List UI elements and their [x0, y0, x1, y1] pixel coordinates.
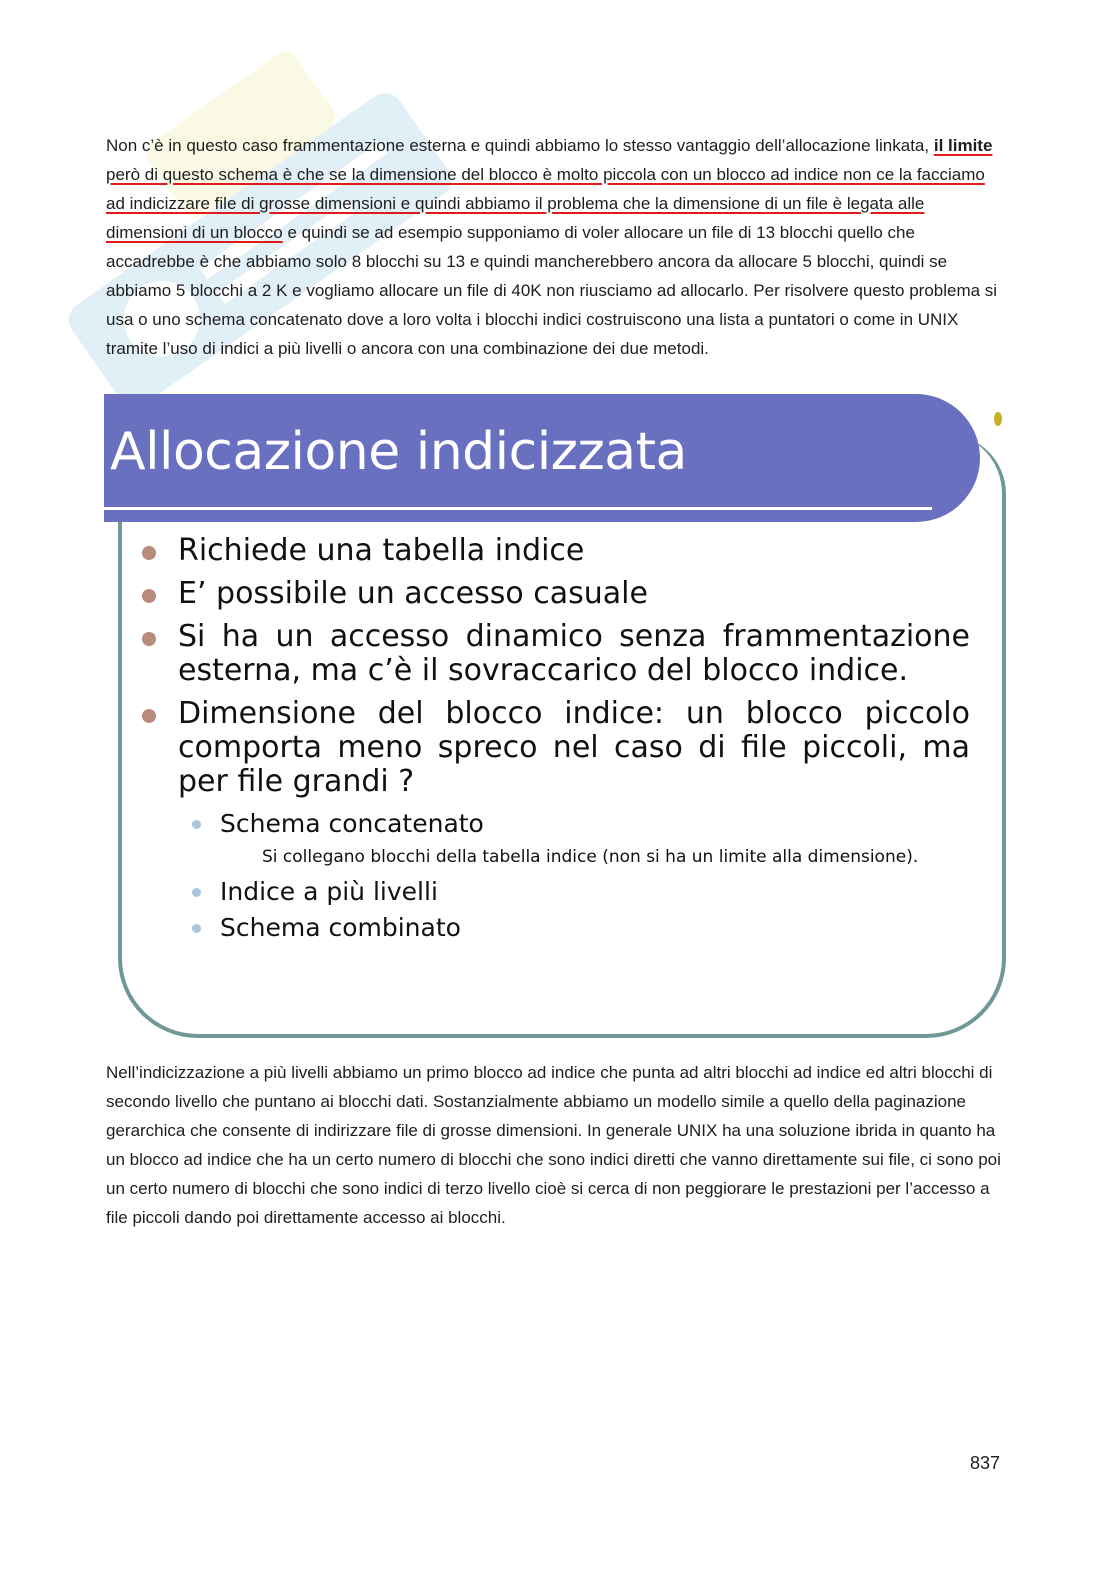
bullet-dimensione-blocco: Dimensione del blocco indice: un blocco piccolo comporta meno spreco nel caso di file piccoli, ma per file grandi ? [140, 697, 970, 799]
slide-image [104, 394, 1004, 1040]
bold-limit-label: il limite [933, 136, 993, 155]
paragraph-intro [106, 131, 1001, 363]
bullet-tabella-indice: Richiede una tabella indice [140, 534, 970, 568]
underlined-limit-text: però di questo schema è che se la dimensione del blocco è molto piccola con un blocco ad indice non ce la facciamo ad indicizzare file di grosse dimensioni e quindi abbiamo il problema che la dimensione di un file è legata alle dimensioni di un blocco [106, 165, 985, 242]
paragraph-multilevel: Nell’indicizzazione a più livelli abbiamo un primo blocco ad indice che punta ad altri blocchi ad indice ed altri blocchi di secondo livello che puntano ai blocchi dati. Sostanzialmente abbiamo un modello simile a quello della paginazione gerarchica che consente di indirizzare file di grosse dimensioni. In generale UNIX ha una soluzione ibrida in quanto ha un blocco ad indice che ha un certo numero di blocchi che sono indici diretti che vanno direttamente sui file, ci sono poi un certo numero di blocchi che sono indici di terzo livello cioè si cerca di non peggiorare le prestazioni per l’accesso a file piccoli dando poi direttamente accesso ai blocchi. [106, 1063, 1001, 1227]
sub-bullet-note: Si collegano blocchi della tabella indice (non si ha un limite alla dimensione). [262, 847, 919, 867]
bullet-accesso-casuale: E’ possibile un accesso casuale [140, 577, 970, 611]
slide-corner-dot-icon [994, 412, 1002, 426]
sub-bullet-indice-livelli: Indice a più livelli [140, 876, 970, 908]
slide-title: Allocazione indicizzata [110, 422, 687, 482]
header-divider [104, 507, 932, 510]
bullet-accesso-dinamico: Si ha un accesso dinamico senza frammentazione esterna, ma c’è il sovraccarico del blocco indice. [140, 620, 970, 688]
page-number: 837 [970, 1453, 1001, 1473]
paragraph-intro-start: Non c’è in questo caso frammentazione esterna e quindi abbiamo lo stesso vantaggio dell’allocazione linkata, [106, 136, 934, 155]
sub-bullet-schema-concatenato: Schema concatenato [140, 808, 970, 840]
sub-bullet-schema-combinato: Schema combinato [140, 912, 970, 944]
slide-header [104, 394, 980, 522]
paragraph-intro-end: e quindi se ad esempio supponiamo di voler allocare un file di 13 blocchi quello che accadrebbe è che abbiamo solo 8 blocchi su 13 e quindi mancherebbero ancora da allocare 5 blocchi, quindi se abbiamo 5 blocchi a 2 K e vogliamo allocare un file di 40K non riusciamo ad allocarlo. Per risolvere questo problema si usa o uno schema concatenato dove a loro volta i blocchi indici costruiscono una lista a puntatori o come in UNIX tramite l’uso di indici a più livelli o ancora con una combinazione dei due metodi. [106, 223, 998, 358]
slide-bullet-list [140, 534, 970, 948]
